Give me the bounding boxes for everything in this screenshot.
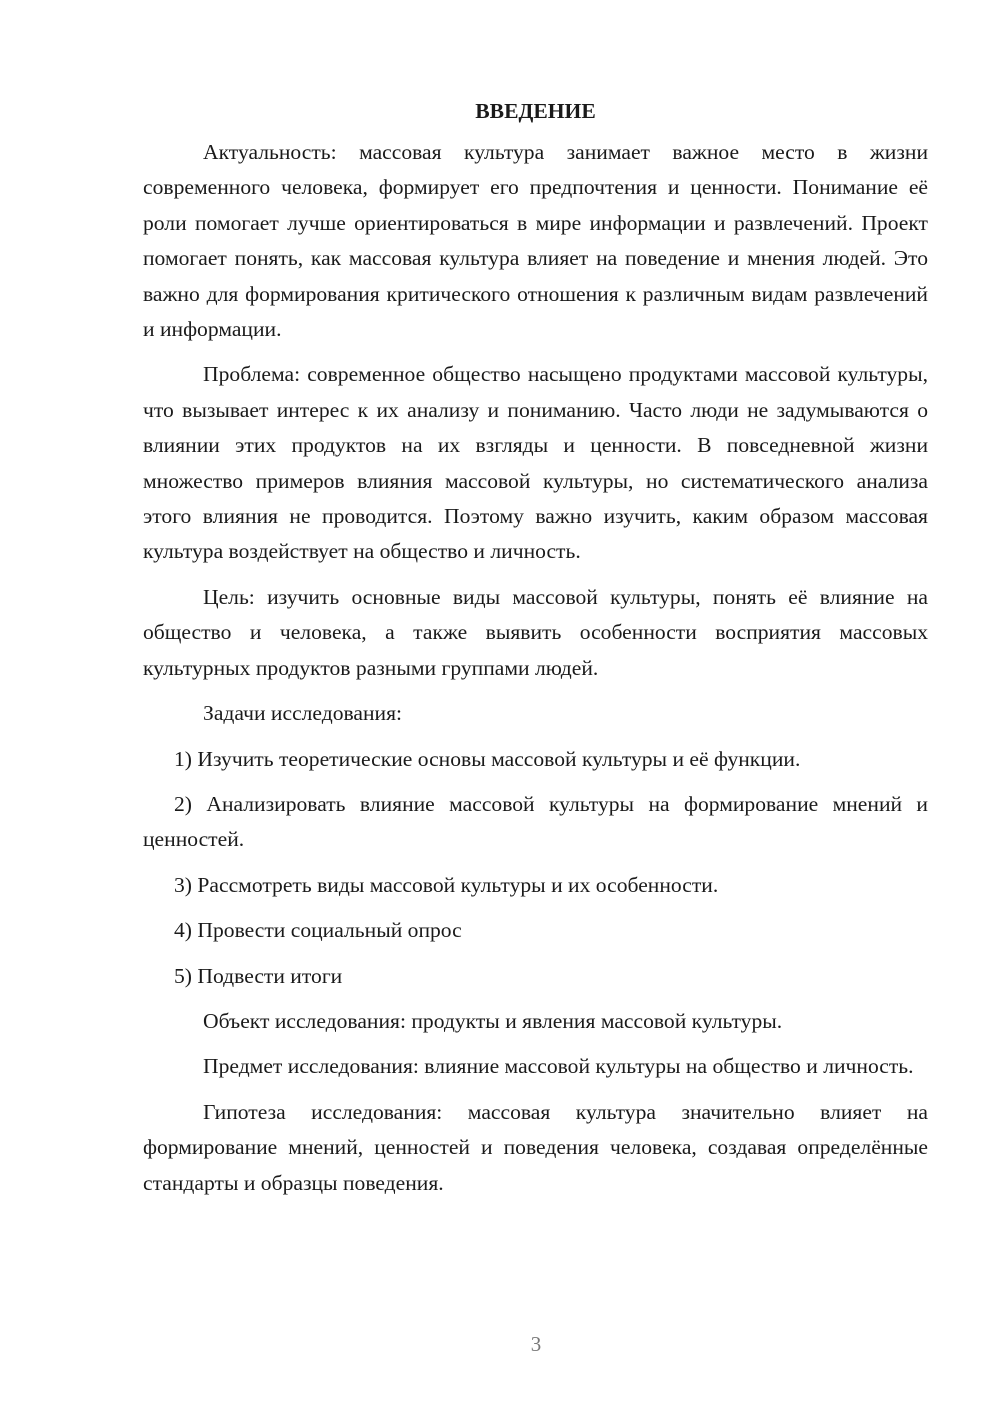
paragraph-goal: Цель: изучить основные виды массовой культуры, понять её влияние на общество и человека, а также выявить особенности восприятия массовых культурных продуктов разными группами людей. [143,584,928,680]
paragraph-tasks-heading: Задачи исследования: [203,701,403,726]
task-item-4: 4) Провести социальный опрос [174,918,462,943]
document-page [143,96,928,1211]
task-item-5: 5) Подвести итоги [174,963,343,988]
task-item-3: 3) Рассмотреть виды массовой культуры и их особенности. [174,872,719,897]
task-item-2: 2) Анализировать влияние массовой культуры на формирование мнений и ценностей. [143,791,928,852]
page-number: 3 [530,1332,542,1356]
paragraph-problem: Проблема: современное общество насыщено продуктами массовой культуры, что вызывает интерес к их анализу и пониманию. Часто люди не задумываются о влиянии этих продуктов на их взгляды и ценности. В повседневной жизни множество примеров влияния массовой культуры, но систематического анализа этого влияния не проводится. Поэтому важно изучить, каким образом массовая культура воздействует на общество и личность. [143,362,928,564]
paragraph-relevance: Актуальность: массовая культура занимает важное место в жизни современного человека, формирует его предпочтения и ценности. Понимание её роли помогает лучше ориентироваться в мире информации и развлечений. Проект помогает понять, как массовая культура влияет на поведение и мнения людей. Это важно для формирования критического отношения к различным видам развлечений и информации. [143,140,928,342]
paragraph-hypothesis: Гипотеза исследования: массовая культура значительно влияет на формирование мнений, ценностей и поведения человека, создавая определённые стандарты и образцы поведения. [143,1099,928,1195]
page-title: ВВЕДЕНИЕ [475,99,596,123]
paragraph-object: Объект исследования: продукты и явления массовой культуры. [203,1008,783,1033]
task-item-1: 1) Изучить теоретические основы массовой культуры и её функции. [174,746,801,771]
paragraph-subject: Предмет исследования: влияние массовой культуры на общество и личность. [203,1054,914,1079]
